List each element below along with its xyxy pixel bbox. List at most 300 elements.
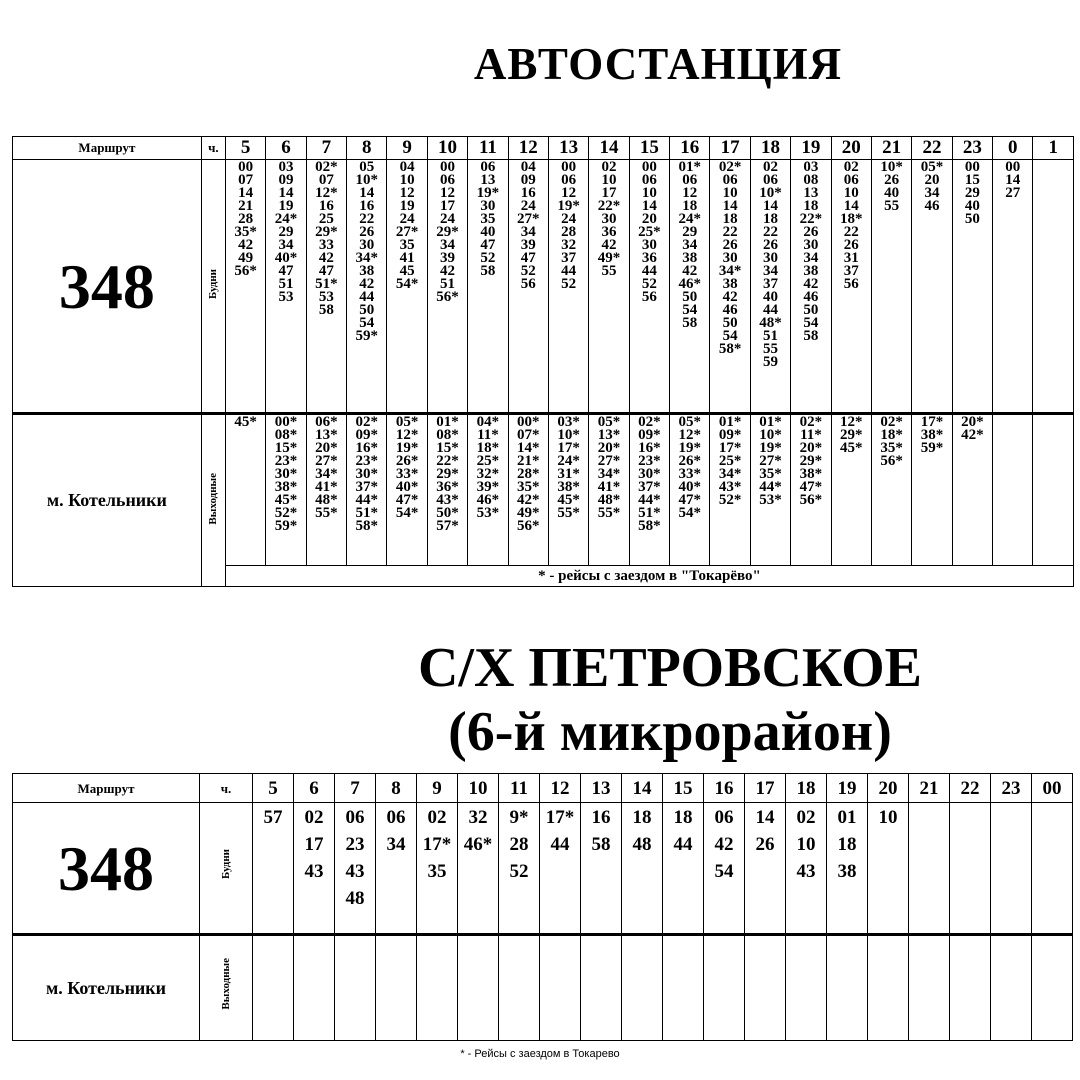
departure-minute: 22 [843, 224, 859, 240]
departure-minute: 16 [359, 198, 375, 214]
hour-cell: 8 [376, 774, 417, 803]
departure-minute: 07 [318, 172, 334, 188]
hour-cell: 22 [950, 774, 991, 803]
departure-minute: 06 [722, 172, 738, 188]
weekday-minutes-cell [993, 160, 1033, 414]
departure-minute: 01* [678, 159, 702, 175]
weekend-minutes-cell [1032, 935, 1073, 1041]
departure-minute: 47 [480, 237, 496, 253]
weekday-minutes-cell [622, 803, 663, 935]
hour-header: ч. [201, 137, 225, 160]
hour-cell: 20 [831, 137, 871, 160]
departure-minute: 58 [803, 328, 819, 344]
departure-minute: 26 [803, 224, 819, 240]
departure-minute: 34 [278, 237, 294, 253]
departure-minute: 55* [315, 505, 338, 521]
departure-minute: 28 [238, 211, 254, 227]
departure-minute: 59* [274, 518, 298, 534]
hour-cell: 7 [306, 137, 346, 160]
departure-minute: 35* [517, 479, 540, 495]
departure-minute: 55* [597, 505, 621, 521]
departure-minute: 07* [517, 427, 540, 443]
departure-minute: 39* [476, 479, 500, 495]
departure-minute: 27* [597, 453, 621, 469]
hour-cell: 14 [589, 137, 629, 160]
hour-cell: 10 [458, 774, 499, 803]
departure-minute: 58 [591, 834, 611, 855]
hour-cell: 6 [294, 774, 335, 803]
weekday-minutes-cell [629, 160, 669, 414]
departure-minute: 50 [722, 315, 738, 331]
departure-minute: 12* [315, 185, 338, 201]
weekday-minutes-cell [266, 160, 306, 414]
departure-minute: 14 [359, 185, 375, 201]
departure-minute: 23* [274, 453, 298, 469]
departure-minute: 28 [509, 834, 529, 855]
departure-minute: 08* [274, 427, 298, 443]
departure-minute: 58* [638, 518, 661, 534]
departure-minute: 45* [274, 492, 298, 508]
weekday-minutes-cell [335, 803, 376, 935]
departure-minute: 49 [238, 250, 254, 266]
weekend-minutes-cell [710, 414, 750, 566]
departure-minute: 40* [395, 479, 419, 495]
departure-minute: 16 [591, 807, 611, 828]
departure-minute: 14 [1005, 172, 1021, 188]
departure-minute: 46* [678, 276, 702, 292]
weekend-minutes-cell [253, 935, 294, 1041]
departure-minute: 42 [601, 237, 617, 253]
weekend-minutes-cell [670, 414, 710, 566]
departure-minute: 25* [718, 453, 742, 469]
departure-minute: 47 [278, 263, 294, 279]
departure-minute: 11* [800, 427, 822, 443]
departure-minute: 12* [678, 427, 702, 443]
departure-minute: 54* [395, 505, 419, 521]
departure-minute: 35 [399, 237, 415, 253]
departure-minute: 24 [440, 211, 456, 227]
hour-cell: 13 [548, 137, 588, 160]
hour-cell: 16 [704, 774, 745, 803]
departure-minute: 54 [359, 315, 375, 331]
weekend-minutes-cell [387, 414, 427, 566]
departure-minute: 56* [436, 289, 459, 305]
departure-minute: 34* [355, 250, 379, 266]
departure-minute: 12 [440, 185, 456, 201]
departure-minute: 04 [520, 159, 536, 175]
departure-minute: 25* [638, 224, 661, 240]
departure-minute: 43* [718, 479, 742, 495]
departure-minute: 26 [359, 224, 375, 240]
stop-name: м. Котельники [13, 414, 202, 587]
departure-minute: 11* [477, 427, 499, 443]
departure-minute: 58 [480, 263, 496, 279]
departure-minute: 28* [517, 466, 540, 482]
departure-minute: 10* [355, 172, 379, 188]
departure-minute: 04 [399, 159, 415, 175]
departure-minute: 39 [520, 237, 536, 253]
departure-minute: 29* [436, 466, 459, 482]
hour-cell: 15 [629, 137, 669, 160]
departure-minute: 37 [763, 276, 779, 292]
weekend-minutes-cell [745, 935, 786, 1041]
departure-minute: 17* [545, 807, 575, 828]
departure-minute: 58 [318, 302, 334, 318]
weekday-minutes-cell [791, 160, 831, 414]
departure-minute: 05* [920, 159, 944, 175]
weekend-minutes-cell [581, 935, 622, 1041]
departure-minute: 32* [476, 466, 500, 482]
departure-minute: 09* [718, 427, 742, 443]
departure-minute: 16 [520, 185, 536, 201]
departure-minute: 51 [278, 276, 294, 292]
departure-minute: 56 [641, 289, 657, 305]
stop-name: м. Котельники [13, 935, 200, 1041]
departure-minute: 14 [722, 198, 738, 214]
departure-minute: 44 [673, 834, 693, 855]
departure-minute: 06 [763, 172, 779, 188]
departure-minute: 14 [763, 198, 779, 214]
departure-minute: 24 [561, 211, 577, 227]
departure-minute: 49* [517, 505, 540, 521]
weekend-minutes-cell [417, 935, 458, 1041]
departure-minute: 09 [278, 172, 294, 188]
departure-minute: 14* [517, 440, 540, 456]
weekend-minutes-cell [950, 935, 991, 1041]
weekend-minutes-cell [993, 414, 1033, 566]
hour-cell: 9 [387, 137, 427, 160]
departure-minute: 42 [318, 250, 334, 266]
station-title: АВТОСТАНЦИЯ [473, 39, 843, 89]
footnote: * - рейсы с заездом в "Токарёво" [225, 566, 1073, 587]
weekend-minutes-cell [499, 935, 540, 1041]
departure-minute: 41* [597, 479, 621, 495]
route-number: 348 [13, 160, 202, 414]
departure-minute: 42 [359, 276, 375, 292]
departure-minute: 24* [678, 211, 702, 227]
weekend-minutes-cell [589, 414, 629, 566]
departure-minute: 02* [799, 414, 823, 430]
departure-minute: 53* [476, 505, 500, 521]
departure-minute: 33* [678, 466, 702, 482]
hour-cell: 00 [1032, 774, 1073, 803]
departure-minute: 46 [924, 198, 940, 214]
departure-minute: 00 [440, 159, 456, 175]
departure-minute: 54 [682, 302, 698, 318]
departure-minute: 44 [763, 302, 779, 318]
weekend-minutes-cell [791, 414, 831, 566]
departure-minute: 29 [278, 224, 294, 240]
departure-minute: 35* [759, 466, 782, 482]
departure-minute: 17 [304, 834, 324, 855]
departure-minute: 58* [718, 341, 742, 357]
departure-minute: 22 [763, 224, 779, 240]
departure-minute: 36 [601, 224, 617, 240]
departure-minute: 56* [517, 518, 540, 534]
departure-minute: 02* [638, 414, 661, 430]
departure-minute: 14 [641, 198, 657, 214]
hour-cell: 12 [540, 774, 581, 803]
hour-header: ч. [200, 774, 253, 803]
departure-minute: 42* [517, 492, 540, 508]
departure-minute: 58* [355, 518, 379, 534]
footnote: * - Рейсы с заездом в Токарево [460, 1048, 620, 1060]
departure-minute: 06 [561, 172, 577, 188]
departure-minute: 14 [278, 185, 294, 201]
departure-minute: 57 [263, 807, 283, 828]
departure-minute: 03* [557, 414, 580, 430]
departure-minute: 19* [759, 440, 782, 456]
departure-minute: 34 [924, 185, 940, 201]
departure-minute: 34 [440, 237, 456, 253]
departure-minute: 30* [355, 466, 379, 482]
weekday-minutes-cell [670, 160, 710, 414]
departure-minute: 18* [880, 427, 903, 443]
departure-minute: 10* [880, 159, 903, 175]
departure-minute: 20* [597, 440, 621, 456]
departure-minute: 01* [436, 414, 459, 430]
departure-minute: 02 [763, 159, 779, 175]
departure-minute: 10 [399, 172, 415, 188]
destination-title: С/Х ПЕТРОВСКОЕ [417, 637, 923, 699]
departure-minute: 00 [238, 159, 254, 175]
departure-minute: 09* [355, 427, 379, 443]
departure-minute: 16* [355, 440, 379, 456]
weekend-minutes-cell [786, 935, 827, 1041]
departure-minute: 10 [796, 834, 816, 855]
departure-minute: 44* [759, 479, 782, 495]
departure-minute: 06 [386, 807, 406, 828]
departure-minute: 10 [843, 185, 859, 201]
departure-minute: 48* [315, 492, 338, 508]
departure-minute: 24 [520, 198, 536, 214]
departure-minute: 06 [480, 159, 496, 175]
departure-minute: 51* [315, 276, 338, 292]
departure-minute: 06 [843, 172, 859, 188]
departure-minute: 18* [476, 440, 500, 456]
departure-minute: 47* [678, 492, 702, 508]
departure-minute: 26* [678, 453, 702, 469]
hour-cell: 17 [745, 774, 786, 803]
departure-minute: 57* [436, 518, 459, 534]
departure-minute: 12 [682, 185, 698, 201]
weekend-minutes-cell [1033, 414, 1074, 566]
departure-minute: 08* [436, 427, 459, 443]
departure-minute: 36 [641, 250, 657, 266]
departure-minute: 26 [843, 237, 859, 253]
departure-minute: 06 [345, 807, 365, 828]
weekend-label: Выходные [200, 935, 253, 1041]
departure-minute: 24 [399, 211, 415, 227]
departure-minute: 47* [395, 492, 419, 508]
weekend-label: Выходные [201, 414, 225, 587]
departure-minute: 22* [597, 198, 621, 214]
departure-minute: 20 [641, 211, 657, 227]
departure-minute: 00* [517, 414, 540, 430]
departure-minute: 55* [557, 505, 580, 521]
departure-minute: 18 [803, 198, 819, 214]
departure-minute: 51* [638, 505, 661, 521]
departure-minute: 32 [468, 807, 488, 828]
weekend-minutes-cell [540, 935, 581, 1041]
departure-minute: 45* [557, 492, 580, 508]
departure-minute: 42 [722, 289, 738, 305]
departure-minute: 26 [755, 834, 775, 855]
departure-minute: 36* [436, 479, 459, 495]
departure-minute: 02* [880, 414, 903, 430]
departure-minute: 29 [682, 224, 698, 240]
departure-minute: 34* [597, 466, 621, 482]
weekend-minutes-cell [458, 935, 499, 1041]
weekend-minutes-cell [871, 414, 911, 566]
departure-minute: 19* [395, 440, 419, 456]
departure-minute: 45* [840, 440, 863, 456]
weekend-minutes-cell [347, 414, 387, 566]
departure-minute: 02* [355, 414, 379, 430]
hour-cell: 19 [791, 137, 831, 160]
departure-minute: 21* [517, 453, 540, 469]
departure-minute: 32 [561, 237, 577, 253]
departure-minute: 9* [509, 807, 529, 828]
weekend-minutes-cell [909, 935, 950, 1041]
departure-minute: 19 [399, 198, 415, 214]
departure-minute: 41 [399, 250, 415, 266]
departure-minute: 23* [638, 453, 661, 469]
departure-minute: 37 [843, 263, 859, 279]
departure-minute: 52* [718, 492, 742, 508]
departure-minute: 33 [318, 237, 334, 253]
schedule-table-avtostantsiya [12, 136, 1074, 587]
hour-cell: 21 [871, 137, 911, 160]
weekday-minutes-cell [950, 803, 991, 935]
departure-minute: 23* [355, 453, 379, 469]
departure-minute: 09* [638, 427, 661, 443]
weekday-minutes-cell [499, 803, 540, 935]
departure-minute: 10* [557, 427, 580, 443]
departure-minute: 50 [359, 302, 375, 318]
departure-minute: 56* [234, 263, 257, 279]
hour-cell: 19 [827, 774, 868, 803]
weekday-minutes-cell [871, 160, 911, 414]
departure-minute: 21 [238, 198, 254, 214]
departure-minute: 29 [964, 185, 980, 201]
departure-minute: 17* [422, 834, 452, 855]
departure-minute: 06 [641, 172, 657, 188]
departure-minute: 33* [395, 466, 419, 482]
departure-minute: 58 [682, 315, 698, 331]
departure-minute: 37 [561, 250, 577, 266]
route-number: 348 [13, 803, 200, 935]
departure-minute: 18 [682, 198, 698, 214]
weekday-minutes-cell [468, 160, 508, 414]
departure-minute: 13 [480, 172, 496, 188]
departure-minute: 18* [840, 211, 863, 227]
departure-minute: 05* [678, 414, 702, 430]
departure-minute: 10* [759, 427, 782, 443]
departure-minute: 26 [884, 172, 900, 188]
departure-minute: 44 [359, 289, 375, 305]
departure-minute: 54 [722, 328, 738, 344]
departure-minute: 54* [678, 505, 702, 521]
departure-minute: 27* [759, 453, 782, 469]
departure-minute: 46 [803, 289, 819, 305]
departure-minute: 02 [304, 807, 324, 828]
departure-minute: 29* [315, 224, 338, 240]
departure-minute: 18 [632, 807, 652, 828]
departure-minute: 40 [964, 198, 980, 214]
departure-minute: 02* [718, 159, 742, 175]
departure-minute: 42 [714, 834, 734, 855]
weekday-minutes-cell [581, 803, 622, 935]
departure-minute: 46 [722, 302, 738, 318]
departure-minute: 51 [763, 328, 779, 344]
weekday-minutes-cell [458, 803, 499, 935]
hour-cell: 22 [912, 137, 952, 160]
departure-minute: 15* [274, 440, 298, 456]
departure-minute: 30* [274, 466, 298, 482]
departure-minute: 46* [463, 834, 493, 855]
departure-minute: 30 [359, 237, 375, 253]
departure-minute: 40* [274, 250, 298, 266]
departure-minute: 06 [682, 172, 698, 188]
departure-minute: 09 [520, 172, 536, 188]
departure-minute: 41* [315, 479, 338, 495]
departure-minute: 38 [803, 263, 819, 279]
departure-minute: 18 [837, 834, 857, 855]
weekday-minutes-cell [306, 160, 346, 414]
weekend-minutes-cell [468, 414, 508, 566]
departure-minute: 52* [274, 505, 298, 521]
departure-minute: 15* [436, 440, 459, 456]
departure-minute: 12* [840, 414, 863, 430]
departure-minute: 24* [557, 453, 580, 469]
departure-minute: 34 [520, 224, 536, 240]
departure-minute: 29* [840, 427, 863, 443]
schedule-table-petrovskoe [12, 773, 1073, 1041]
weekday-minutes-cell [786, 803, 827, 935]
weekend-minutes-cell [912, 414, 952, 566]
departure-minute: 05 [359, 159, 375, 175]
hour-cell: 18 [750, 137, 790, 160]
departure-minute: 48 [632, 834, 652, 855]
departure-minute: 34 [803, 250, 819, 266]
departure-minute: 47 [520, 250, 536, 266]
departure-minute: 42* [961, 427, 984, 443]
weekday-minutes-cell [991, 803, 1032, 935]
departure-minute: 30* [638, 466, 661, 482]
departure-minute: 17 [601, 185, 617, 201]
departure-minute: 27* [395, 224, 419, 240]
hour-cell: 0 [993, 137, 1033, 160]
departure-minute: 31 [843, 250, 859, 266]
hour-cell: 6 [266, 137, 306, 160]
departure-minute: 55 [601, 263, 617, 279]
departure-minute: 00 [561, 159, 577, 175]
departure-minute: 40 [884, 185, 900, 201]
departure-minute: 05* [395, 414, 419, 430]
departure-minute: 12* [395, 427, 419, 443]
departure-minute: 50* [436, 505, 459, 521]
departure-minute: 17* [718, 440, 742, 456]
hour-cell: 9 [417, 774, 458, 803]
weekday-minutes-cell [347, 160, 387, 414]
departure-minute: 51* [355, 505, 379, 521]
departure-minute: 22 [359, 211, 375, 227]
weekday-minutes-cell [1032, 803, 1073, 935]
hour-cell: 1 [1033, 137, 1074, 160]
weekday-label: Будни [201, 160, 225, 414]
departure-minute: 34* [718, 466, 742, 482]
